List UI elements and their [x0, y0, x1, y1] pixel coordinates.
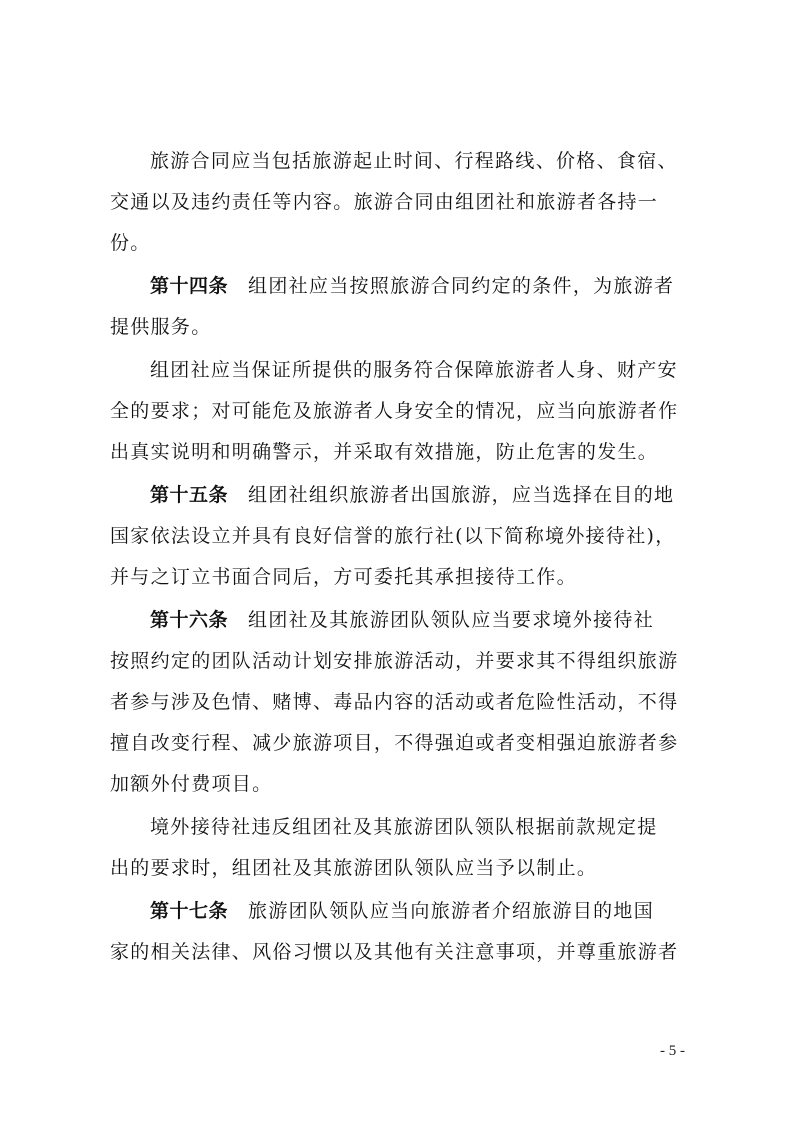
article-heading: 第十四条: [150, 275, 229, 297]
paragraph-line: 并与之订立书面合同后，方可委托其承担接待工作。: [110, 566, 577, 588]
article-line: 第十七条 旅游团队领队应当向旅游者介绍旅游目的地国: [150, 900, 655, 922]
paragraph-line: 家的相关法律、风俗习惯以及其他有关注意事项，并尊重旅游者: [110, 941, 679, 963]
paragraph-line: 出的要求时，组团社及其旅游团队领队应当予以制止。: [110, 857, 598, 879]
paragraph-line: 国家依法设立并具有良好信誉的旅行社(以下简称境外接待社)，: [110, 525, 676, 547]
paragraph-line: 加额外付费项目。: [110, 773, 273, 795]
article-heading: 第十七条: [150, 900, 229, 922]
paragraph-line: 交通以及违约责任等内容。旅游合同由组团社和旅游者各持一: [110, 191, 659, 213]
paragraph-line: 全的要求；对可能危及旅游者人身安全的情况，应当向旅游者作: [110, 400, 679, 422]
article-line: 第十五条 组团社组织旅游者出国旅游，应当选择在目的地: [150, 484, 675, 506]
paragraph-line: 擅自改变行程、减少旅游项目，不得强迫或者变相强迫旅游者参: [110, 732, 679, 754]
article-line: 第十四条 组团社应当按照旅游合同约定的条件，为旅游者: [150, 275, 675, 297]
paragraph-line: 提供服务。: [110, 316, 212, 338]
page-number: - 5 -: [660, 1043, 685, 1059]
article-heading: 第十六条: [150, 609, 229, 631]
article-line: 第十六条 组团社及其旅游团队领队应当要求境外接待社: [150, 609, 655, 631]
paragraph-line: 份。: [110, 232, 151, 254]
article-heading: 第十五条: [150, 484, 229, 506]
paragraph-line: 出真实说明和明确警示，并采取有效措施，防止危害的发生。: [110, 441, 659, 463]
paragraph-line: 境外接待社违反组团社及其旅游团队领队根据前款规定提: [150, 816, 658, 838]
paragraph-line: 旅游合同应当包括旅游起止时间、行程路线、价格、食宿、: [150, 150, 678, 172]
paragraph-line: 者参与涉及色情、赌博、毒品内容的活动或者危险性活动，不得: [110, 691, 679, 713]
paragraph-line: 按照约定的团队活动计划安排旅游活动，并要求其不得组织旅游: [110, 650, 679, 672]
paragraph-line: 组团社应当保证所提供的服务符合保障旅游者人身、财产安: [150, 359, 678, 381]
